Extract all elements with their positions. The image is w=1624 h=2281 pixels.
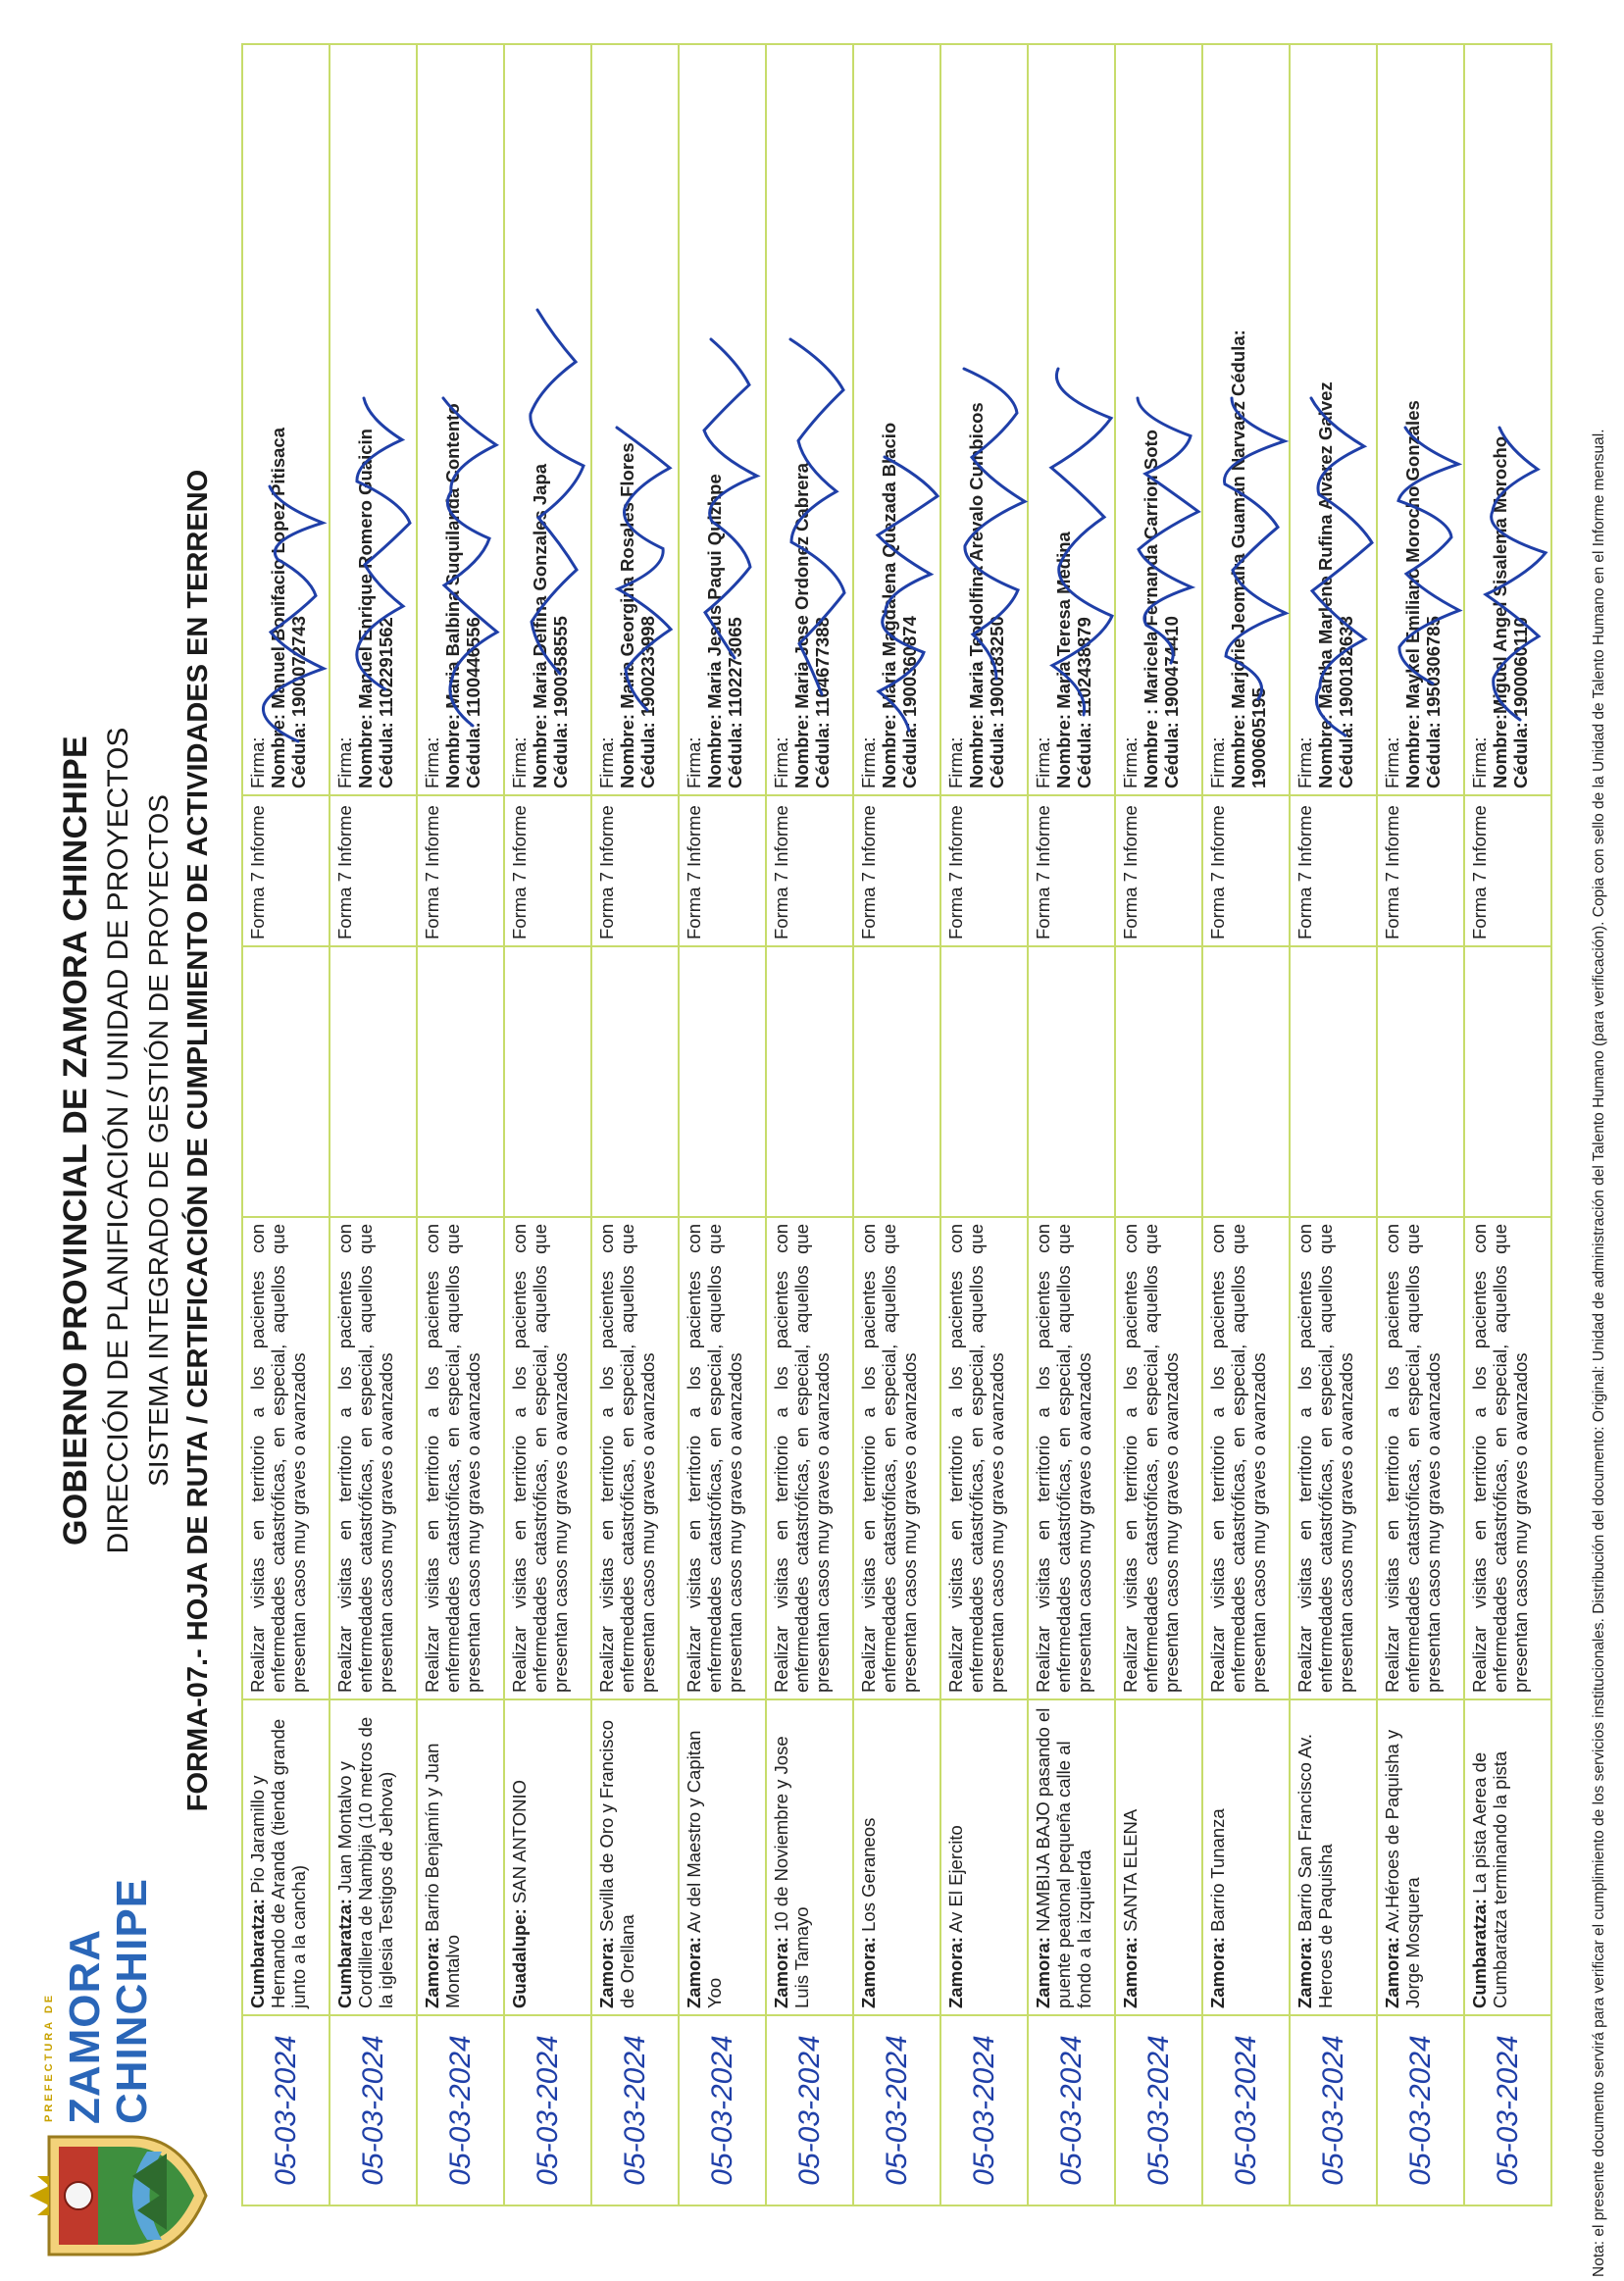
product-cell: Forma 7 Informe (1028, 795, 1115, 946)
activity-cell: Realizar visitas en territorio a los pacientes con enfermedades catastróficas, en especial, aquellos que presentan casos muy graves o avanzados (1202, 1217, 1290, 1699)
signer-id: Cédula: 1102273065 (725, 617, 745, 788)
location-address: Los Geraneos (858, 1817, 879, 1937)
firma-label: Firma: (334, 736, 355, 788)
product-cell: Forma 7 Informe (504, 795, 591, 946)
date-cell: 05-03-2024 (330, 2015, 417, 2205)
location-place: Guadalupe: (509, 1908, 530, 2008)
signer-id: Cédula: 1900474410 (1161, 616, 1182, 788)
table-row (1115, 44, 1202, 2205)
date-cell: 05-03-2024 (1115, 2015, 1202, 2205)
location-cell (504, 1699, 591, 2015)
activity-cell: Realizar visitas en territorio a los pacientes con enfermedades catastróficas, en especial, aquellos que presentan casos muy graves o avanzados (853, 1217, 940, 1699)
location-place: Zamora: (1207, 1937, 1228, 2008)
location-cell (242, 1699, 330, 2015)
table-row (853, 44, 940, 2205)
activity-cell: Realizar visitas en territorio a los pacientes con enfermedades catastróficas, en especial, aquellos que presentan casos muy graves o avanzados (766, 1217, 853, 1699)
table-row (679, 44, 766, 2205)
location-cell (1377, 1699, 1464, 2015)
activity-cell: Realizar visitas en territorio a los pacientes con enfermedades catastróficas, en especial, aquellos que presentan casos muy graves o avanzados (1290, 1217, 1377, 1699)
location-address: Av del Maestro y Capitan Yoo (684, 1730, 725, 2008)
signer-id: Cédula: 1900360874 (899, 616, 920, 788)
signature-cell (679, 44, 766, 795)
signature-cell (504, 44, 591, 795)
firma-label: Firma: (684, 736, 704, 788)
table-row (1377, 44, 1464, 2205)
date-cell: 05-03-2024 (504, 2015, 591, 2205)
table-row (1464, 44, 1551, 2205)
signature-cell (591, 44, 679, 795)
date-cell: 05-03-2024 (417, 2015, 504, 2205)
location-place: Cumbaratza: (334, 1898, 355, 2008)
location-cell (1115, 1699, 1202, 2015)
firma-label: Firma: (1469, 736, 1490, 788)
signer-id: Cédula: 1900233998 (637, 616, 658, 788)
signer-id: Cédula: 1102291562 (376, 617, 396, 788)
signer-id: Cédula: 1104677388 (812, 617, 833, 788)
signer-id: Cédula: 1900060110 (1510, 617, 1531, 788)
signer-name: Nombre: Maykel Emiliano Morocho Gonzales (1402, 400, 1423, 788)
location-cell (1464, 1699, 1551, 2015)
signer-name: Nombre: Martha Marlene Rufina Alvarez Galvez (1315, 381, 1336, 788)
location-place: Zamora: (1033, 1937, 1053, 2008)
route-table (241, 43, 1552, 2206)
product-cell: Forma 7 Informe (766, 795, 853, 946)
signature-cell (1028, 44, 1115, 795)
location-address: Pio Jaramillo y Hernando de Aranda (tienda grande junto a la cancha) (247, 1718, 309, 2008)
location-place: Zamora: (596, 1937, 617, 2008)
footer-note: Nota: el presente documento servirá para verificar el cumplimiento de los servicios institucionales. Distribución del documento: Original: Unidad de administración del Talento Humano (para verificación). Copia con sello de la Unidad de Talento Humano en el Informe mensual. (1591, 429, 1607, 2277)
table-row (1028, 44, 1115, 2205)
signer-id: Cédula: 1950306785 (1423, 616, 1444, 788)
signer-id: Cédula: 1900183250 (987, 616, 1007, 788)
activity-cell: Realizar visitas en territorio a los pacientes con enfermedades catastróficas, en especial, aquellos que presentan casos muy graves o avanzados (1028, 1217, 1115, 1699)
location-place: Zamora: (771, 1937, 791, 2008)
location-address: Juan Montalvo y Cordillera de Nambija (10 metros de la iglesia Testigos de Jehova) (334, 1716, 396, 2008)
date-cell: 05-03-2024 (1028, 2015, 1115, 2205)
product-cell: Forma 7 Informe (1464, 795, 1551, 946)
date-cell: 05-03-2024 (1202, 2015, 1290, 2205)
signer-name: Nombre: Maria Jose Ordonez Cabrera (791, 462, 812, 788)
firma-label: Firma: (247, 736, 268, 788)
activity-cell: Realizar visitas en territorio a los pacientes con enfermedades catastróficas, en especial, aquellos que presentan casos muy graves o avanzados (504, 1217, 591, 1699)
signer-name: Nombre: Maria Magdalena Quezada Blacio (879, 422, 899, 788)
location-cell (330, 1699, 417, 2015)
logo-text-zamora: ZAMORA (61, 1928, 109, 2124)
product-cell: Forma 7 Informe (853, 795, 940, 946)
firma-label: Firma: (1294, 736, 1315, 788)
signature-cell (1202, 44, 1290, 795)
location-address: Barrio Tunanza (1207, 1808, 1228, 1937)
date-cell: 05-03-2024 (1377, 2015, 1464, 2205)
activity-cell: Realizar visitas en territorio a los pacientes con enfermedades catastróficas, en especial, aquellos que presentan casos muy graves o avanzados (679, 1217, 766, 1699)
activity-cell: Realizar visitas en territorio a los pacientes con enfermedades catastróficas, en especial, aquellos que presentan casos muy graves o avanzados (1377, 1217, 1464, 1699)
signature-cell (940, 44, 1028, 795)
date-cell: 05-03-2024 (591, 2015, 679, 2205)
signer-name: Nombre: Manuel Bonifacio Lopez Pitisaca (268, 427, 288, 788)
location-address: SANTA ELENA (1120, 1808, 1141, 1937)
location-cell (940, 1699, 1028, 2015)
location-place: Zamora: (422, 1937, 442, 2008)
activity-cell: Realizar visitas en territorio a los pacientes con enfermedades catastróficas, en especial, aquellos que presentan casos muy graves o avanzados (591, 1217, 679, 1699)
signer-name: Nombre: Manuel Enrique Romero Guaicin (355, 429, 376, 788)
empty-cell (1464, 946, 1551, 1217)
location-address: Barrio San Francisco Av. Heroes de Paquisha (1294, 1733, 1336, 2008)
empty-cell (1290, 946, 1377, 1217)
location-address: Av.Héroes de Paquisha y Jorge Mosquera (1382, 1729, 1423, 2008)
location-address: 10 de Noviembre y Jose Luis Tamayo (771, 1736, 812, 2008)
location-address: SAN ANTONIO (509, 1779, 530, 1909)
firma-label: Firma: (1207, 736, 1228, 788)
empty-cell (504, 946, 591, 1217)
firma-label: Firma: (422, 736, 442, 788)
location-address: La pista Aerea de Cumbaratza terminando la pista (1469, 1750, 1510, 2008)
firma-label: Firma: (945, 736, 966, 788)
signer-id: Cédula: 1102438879 (1074, 617, 1094, 788)
page-title: FORMA-07.- HOJA DE RUTA / CERTIFICACIÓN DE CUMPLIMIENTO DE ACTIVIDADES EN TERRENO (182, 469, 214, 1812)
signature-cell (1115, 44, 1202, 795)
location-cell (591, 1699, 679, 2015)
firma-label: Firma: (509, 736, 530, 788)
table-row (940, 44, 1028, 2205)
signature-cell (1377, 44, 1464, 795)
product-cell: Forma 7 Informe (679, 795, 766, 946)
signature-cell (242, 44, 330, 795)
logo-small-text: PREFECTURA DE (43, 1992, 55, 2122)
product-cell: Forma 7 Informe (242, 795, 330, 946)
date-cell: 05-03-2024 (766, 2015, 853, 2205)
activity-cell: Realizar visitas en territorio a los pacientes con enfermedades catastróficas, en especial, aquellos que presentan casos muy graves o avanzados (1115, 1217, 1202, 1699)
header-organization: GOBIERNO PROVINCIAL DE ZAMORA CHINCHIPE (57, 735, 94, 1546)
signer-name: Nombre: Maria Jesus Paqui Quizhpe (704, 474, 725, 788)
signer-name: Nombre: Maria Teodolfina Arevalo Cumbicos (966, 402, 987, 788)
signer-name: Nombre: Maria Balbina Suquilanda Contento (442, 403, 463, 788)
table-row (417, 44, 504, 2205)
table-row (1290, 44, 1377, 2205)
empty-cell (242, 946, 330, 1217)
firma-label: Firma: (771, 736, 791, 788)
product-cell: Forma 7 Informe (330, 795, 417, 946)
empty-cell (1377, 946, 1464, 1217)
signer-name: Nombre: Marjorie Jeomaira Guaman Narvaez Cédula: (1228, 329, 1248, 788)
location-address: Av El Ejercito (945, 1825, 966, 1937)
empty-cell (591, 946, 679, 1217)
product-cell: Forma 7 Informe (1115, 795, 1202, 946)
date-cell: 05-03-2024 (853, 2015, 940, 2205)
product-cell: Forma 7 Informe (591, 795, 679, 946)
signer-name: Nombre: Maria Georgina Rosales Flores (617, 442, 637, 788)
location-address: Barrio Benjamín y Juan Montalvo (422, 1743, 463, 2008)
signer-name: Nombre: Maria Teresa Medina (1053, 532, 1074, 788)
date-cell: 05-03-2024 (242, 2015, 330, 2205)
product-cell: Forma 7 Informe (1290, 795, 1377, 946)
signer-name: Nombre: Maria Delfina Gonzales Japa (530, 463, 550, 788)
activity-cell: Realizar visitas en territorio a los pacientes con enfermedades catastróficas, en especial, aquellos que presentan casos muy graves o avanzados (940, 1217, 1028, 1699)
date-cell: 05-03-2024 (1290, 2015, 1377, 2205)
table-row (504, 44, 591, 2205)
location-place: Zamora: (858, 1937, 879, 2008)
signer-id: 1900605195 (1248, 687, 1269, 788)
empty-cell (679, 946, 766, 1217)
firma-label: Firma: (1033, 736, 1053, 788)
table-row (766, 44, 853, 2205)
empty-cell (330, 946, 417, 1217)
signer-id: Cédula: 1900072743 (288, 616, 309, 788)
location-cell (1290, 1699, 1377, 2015)
table-row (1202, 44, 1290, 2205)
header-direction: DIRECCIÓN DE PLANIFICACIÓN / UNIDAD DE PROYECTOS (102, 727, 134, 1554)
signer-name: Nombre:Miguel Angel Sisalema Morocho (1490, 435, 1510, 788)
empty-cell (1202, 946, 1290, 1217)
signer-id: Cédula: 1900358555 (550, 616, 571, 788)
product-cell: Forma 7 Informe (1202, 795, 1290, 946)
location-place: Cumbaratza: (1469, 1898, 1490, 2008)
location-cell (417, 1699, 504, 2015)
table-row (242, 44, 330, 2205)
signature-cell (330, 44, 417, 795)
location-address: NAMBIJA BAJO pasando el puente peatonal pequeña calle al fondo a la izquierda (1033, 1707, 1094, 2008)
signer-id: Cédula: 1900182633 (1336, 616, 1356, 788)
location-cell (766, 1699, 853, 2015)
signer-name: Nombre : Maricela Fernanda Carrion Soto (1141, 430, 1161, 788)
location-place: Zamora: (684, 1937, 704, 2008)
empty-cell (1115, 946, 1202, 1217)
empty-cell (853, 946, 940, 1217)
empty-cell (1028, 946, 1115, 1217)
location-cell (1202, 1699, 1290, 2015)
location-place: Zamora: (1120, 1937, 1141, 2008)
product-cell: Forma 7 Informe (940, 795, 1028, 946)
firma-label: Firma: (1120, 736, 1141, 788)
signature-cell (853, 44, 940, 795)
activity-cell: Realizar visitas en territorio a los pacientes con enfermedades catastróficas, en especial, aquellos que presentan casos muy graves o avanzados (330, 1217, 417, 1699)
signer-id: Cédula: 1100446556 (463, 617, 483, 788)
location-place: Zamora: (945, 1937, 966, 2008)
activity-cell: Realizar visitas en territorio a los pacientes con enfermedades catastróficas, en especial, aquellos que presentan casos muy graves o avanzados (242, 1217, 330, 1699)
location-place: Zamora: (1382, 1937, 1402, 2008)
firma-label: Firma: (1382, 736, 1402, 788)
signature-cell (1464, 44, 1551, 795)
logo-text-chinchipe: CHINCHIPE (108, 1877, 156, 2124)
empty-cell (417, 946, 504, 1217)
firma-label: Firma: (858, 736, 879, 788)
location-address: Sevilla de Oro y Francisco de Orellana (596, 1719, 637, 2008)
product-cell: Forma 7 Informe (417, 795, 504, 946)
date-cell: 05-03-2024 (679, 2015, 766, 2205)
header-system: SISTEMA INTEGRADO DE GESTIÓN DE PROYECTOS (143, 794, 174, 1487)
table-row (330, 44, 417, 2205)
activity-cell: Realizar visitas en territorio a los pacientes con enfermedades catastróficas, en especial, aquellos que presentan casos muy graves o avanzados (417, 1217, 504, 1699)
location-cell (679, 1699, 766, 2015)
product-cell: Forma 7 Informe (1377, 795, 1464, 946)
firma-label: Firma: (596, 736, 617, 788)
signature-cell (766, 44, 853, 795)
signature-cell (417, 44, 504, 795)
table-row (591, 44, 679, 2205)
date-cell: 05-03-2024 (940, 2015, 1028, 2205)
location-place: Cumbaratza: (247, 1898, 268, 2008)
empty-cell (766, 946, 853, 1217)
location-cell (853, 1699, 940, 2015)
location-cell (1028, 1699, 1115, 2015)
location-place: Zamora: (1294, 1937, 1315, 2008)
signature-cell (1290, 44, 1377, 795)
empty-cell (940, 946, 1028, 1217)
activity-cell: Realizar visitas en territorio a los pacientes con enfermedades catastróficas, en especial, aquellos que presentan casos muy graves o avanzados (1464, 1217, 1551, 1699)
date-cell: 05-03-2024 (1464, 2015, 1551, 2205)
